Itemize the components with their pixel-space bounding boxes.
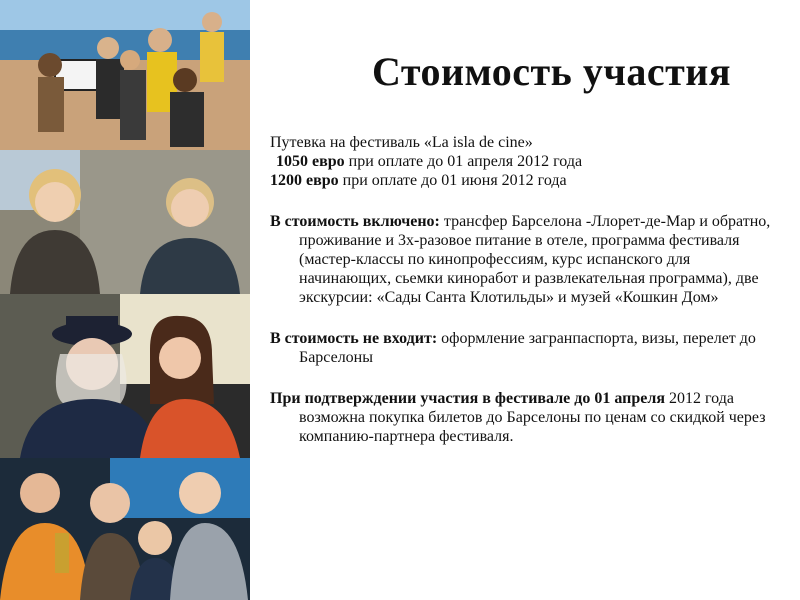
- excluded-label: В стоимость не входит:: [270, 330, 438, 347]
- photo-kids-with-award: [0, 458, 250, 600]
- photo-two-boys: [0, 150, 250, 294]
- price-late-amount: 1200 евро: [270, 172, 339, 189]
- price-early-amount: 1050 евро: [276, 153, 345, 170]
- excluded-text: оформление загранпаспорта, визы, перелет до Барселоны: [299, 330, 756, 366]
- confirmation-text: 2012 года возможна покупка билетов до Барселоны по ценам со скидкой через компанию-партнера фестиваля.: [299, 390, 766, 445]
- slide-body: [270, 133, 785, 446]
- included-paragraph: [270, 212, 785, 307]
- price-line-early: [270, 152, 785, 171]
- photo-beach-filming: [0, 0, 250, 150]
- confirmation-paragraph: [270, 389, 785, 446]
- included-text: трансфер Барселона -Ллорет-де-Мар и обратно, проживание и 3х-разовое питание в отеле, программа фестиваля (мастер-классы по кинопрофессиям, курс испанского для начинающих, сьемки киноработ и развлекательная программа), две экскурсии: «Сады Санта Клотильды» и музей «Кошкин Дом»: [299, 213, 771, 306]
- price-late-condition: при оплате до 01 июня 2012 года: [338, 172, 567, 189]
- confirmation-label: При подтверждении участия в фестивале до 01 апреля: [270, 390, 666, 407]
- price-early-condition: при оплате до 01 апреля 2012 года: [344, 153, 583, 170]
- price-line-late: [270, 171, 785, 190]
- included-label: В стоимость включено:: [270, 213, 440, 230]
- trip-line: Путевка на фестиваль «La isla de cine»: [270, 134, 533, 151]
- excluded-paragraph: [270, 329, 785, 367]
- photo-two-women: [0, 294, 250, 458]
- slide-title: Стоимость участия: [372, 49, 731, 94]
